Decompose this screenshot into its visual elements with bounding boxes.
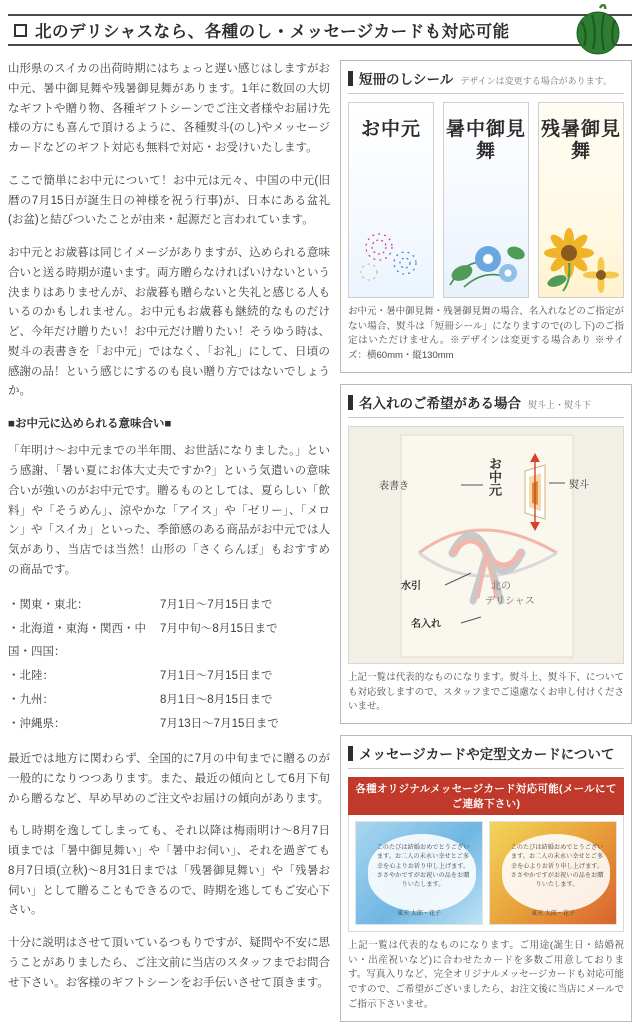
shop-name-line1: 北の	[491, 580, 511, 592]
region-date: 7月1日〜7月15日まで	[160, 598, 273, 611]
header-banner	[8, 14, 632, 46]
seal-card-ochugen	[348, 102, 434, 298]
section-heading: ■お中元に込められる意味合い■	[8, 418, 172, 431]
label-noshi: 熨斗	[569, 479, 589, 491]
region-date: 7月1日〜7月15日まで	[160, 670, 273, 683]
content-columns	[8, 60, 632, 1033]
region-date: 7月中旬〜8月15日まで	[160, 622, 278, 635]
seal-card-shochu	[443, 102, 529, 298]
intro-paragraph-3: お中元とお歳暮は同じイメージがありますが、込められる意味合いと送る時期が違います。両方贈らなければいけないという決まりはありませんが、お歳暮も贈らないと失礼と感じる人もいるのかもしれません。お中元もお歳暮も継続的なものだけど、今年だけ贈りたい！お中元だけ贈りたい！そうゆう時は、熨斗の表書きを「お中元」ではなく、「お礼」にして、日頃の感謝の品！という感じにするのも良い贈り方ではないでしょうか。	[8, 247, 330, 398]
list-item	[8, 713, 330, 737]
message-card-gallery	[348, 815, 624, 932]
panel-subnote: 熨斗上・熨斗下	[528, 399, 592, 410]
filled-square-icon	[14, 24, 27, 37]
tick-mark-icon	[348, 746, 353, 761]
label-omotegaki: 表書き	[379, 480, 409, 492]
noshi-diagram	[348, 426, 624, 664]
naire-panel	[340, 384, 632, 724]
right-column	[340, 60, 632, 1033]
card-signature: 東天 太郎・花子	[531, 911, 575, 918]
message-banner: 各種オリジナルメッセージカード対応可能(メールにてご連絡下さい)	[348, 777, 624, 815]
message-card	[355, 821, 483, 925]
region-name: ・九州：	[8, 694, 54, 707]
message-note: 上記一覧は代表的なものになります。ご用途(誕生日・結婚祝い・出産祝いなど)に合わせたカードを多数ご用意しております。写真入りなど、完全オリジナルメッセージカードも対応可能ですので、ご希望がございましたら、お注文後に当店にメールでご指示下さいませ。	[348, 940, 624, 1010]
panel-title: 短冊のしシール	[359, 72, 454, 87]
morning-glory-illustration	[444, 215, 529, 291]
label-ochugen: お中元	[487, 456, 502, 496]
seal-label: 暑中御見舞	[445, 119, 526, 163]
page-title: 北のデリシャスなら、各種のし・メッセージカードも対応可能	[35, 23, 510, 41]
region-name: ・関東・東北：	[8, 598, 89, 611]
closing-paragraph-3: 十分に説明はさせて頂いているつもりですが、疑問や不安に思うことがありましたら、ご注文前に当店のスタッフまでお問合せ下さい。お客様のギフトシーンをお手伝いさせて頂きます。	[8, 937, 330, 989]
fireworks-illustration	[349, 217, 434, 287]
region-name: ・北陸：	[8, 670, 54, 683]
seal-gallery	[348, 102, 624, 298]
tick-mark-icon	[348, 395, 353, 410]
sunflower-illustration	[539, 213, 624, 293]
region-date: 7月13日〜7月15日まで	[160, 718, 279, 731]
card-text: このたびは結婚おめでとうございます。お二人の末永い幸せとご多幸を心よりお祈り申し上げます。ささやかですがお祝いの品をお贈りいたします。	[510, 844, 604, 889]
region-date: 8月1日〜8月15日まで	[160, 694, 273, 707]
left-column	[8, 60, 330, 1006]
list-item	[8, 594, 330, 618]
list-item	[8, 689, 330, 713]
intro-paragraph-1: 山形県のスイカの出荷時期にはちょっと遅い感じはしますがお中元、暑中御見舞や残暑御見舞があります。1年に数回の大切なギフトや贈り物、各種ギフトシーンでご注文者様やお届け先様の方にも喜んで頂けるように、各種熨斗(のし)やメッセージカードなどのギフト対応も無料で対応・お受けいたします。	[8, 63, 330, 155]
meaning-paragraph: 「年明け〜お中元までの半年間、お世話になりました。」という感謝、「暑い夏にお体大丈夫ですか?」という気遣いの意味合いが強いのがお中元です。贈るものとしては、夏らしい「飲料」や「そうめん」、涼やかな「アイス」や「ゼリー」、「メロン」や「スイカ」といった、季節感のある商品がお中元では人気があり、当店では当然！山形の「さくらんぼ」もおすすめの商品です。	[8, 445, 330, 576]
seal-label: 残暑御見舞	[540, 119, 621, 163]
card-signature: 東天 太郎・花子	[397, 911, 441, 918]
card-text: このたびは結婚おめでとうございます。お二人の末永い幸せとご多幸を心よりお祈り申し上げます。ささやかですがお祝いの品をお贈りいたします。	[376, 844, 470, 889]
seal-label: お中元	[360, 119, 421, 140]
noshi-seal-panel	[340, 60, 632, 373]
label-naire: 名入れ	[411, 618, 441, 630]
seal-card-zansho	[538, 102, 624, 298]
list-item	[8, 665, 330, 689]
closing-paragraph-2: もし時期を逸してしまっても、それ以降は梅雨明け〜8月7日頃までは「暑中御見舞い」や「暑中お伺い」、それを過ぎても8月7日頃(立秋)〜8月31日までは「残暑御見舞い」や「残暑お伺い」として贈ることもできるので、時期を逃してもご安心下さい。	[8, 825, 330, 917]
region-name: ・北海道・東海・関西・中国・四国：	[8, 622, 146, 659]
page-header	[8, 8, 632, 52]
list-item	[8, 618, 330, 666]
label-mizuhiki: 水引	[401, 580, 421, 592]
region-name: ・沖縄県：	[8, 718, 66, 731]
message-card-panel	[340, 735, 632, 1022]
watermelon-icon	[572, 4, 626, 56]
panel-title: メッセージカードや定型文カードについて	[359, 747, 615, 763]
panel-subnote: デザインは変更する場合があります。	[460, 76, 612, 86]
seal-caption: お中元・暑中御見舞・残暑御見舞の場合、名入れなどのご指定がない場合、熨斗は「短冊シール」になりますので(のし下)のご指定はいただけません。※デザインは変更する場合あり ※サイズ：横60mm・縦130mm	[348, 306, 624, 362]
tick-mark-icon	[348, 71, 353, 86]
intro-paragraph-2: ここで簡単にお中元について！お中元は元々、中国の中元(旧暦の7月15日が誕生日の神様を祝う行事)が、日本にある盆礼(お盆)と結びついたことが由来・起源だと言われています。	[8, 174, 330, 227]
region-schedule-list	[8, 594, 330, 737]
panel-header	[348, 68, 624, 94]
shop-name-line2: デリシャス	[485, 595, 535, 607]
naire-note: 上記一覧は代表的なものになります。熨斗上、熨斗下、についても対応致しますので、スタッフまでご遠慮なくお申し付けくださいませ。	[348, 671, 624, 713]
panel-header	[348, 392, 624, 418]
panel-header	[348, 743, 624, 769]
message-card	[489, 821, 617, 925]
panel-title: 名入れのご希望がある場合	[359, 395, 521, 411]
closing-paragraph-1: 最近では地方に関わらず、全国的に7月の中旬までに贈るのが一般的になりつつあります。また、最近の傾向として6月下旬から贈るなど、早め早めのご注文やお届けの傾向があります。	[8, 753, 330, 805]
